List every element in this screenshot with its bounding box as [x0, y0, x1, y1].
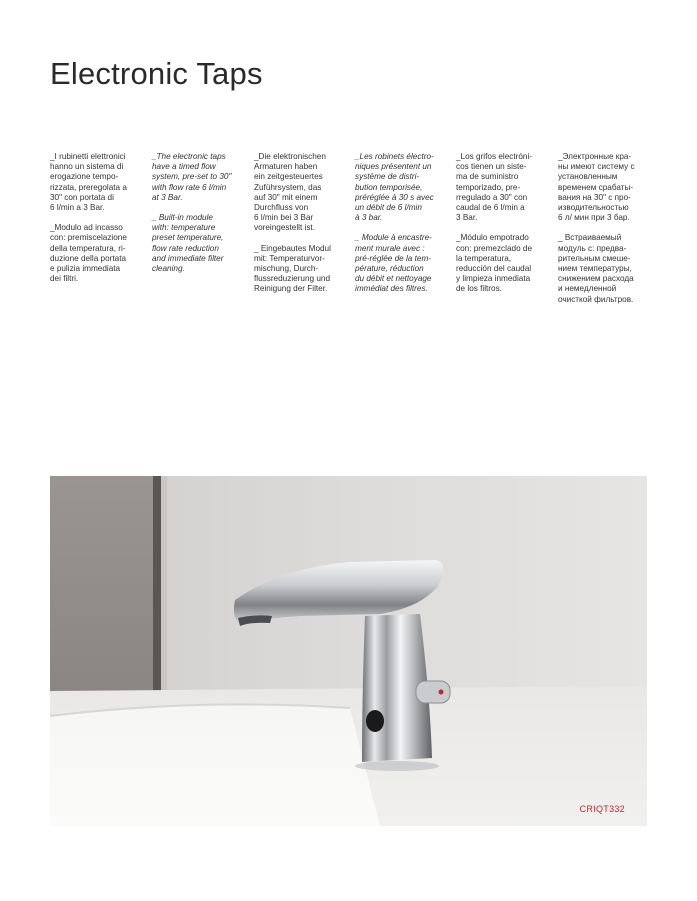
- page-title: Electronic Taps: [50, 56, 263, 91]
- text-column-french: [355, 152, 450, 305]
- paragraph: _Die elektronischen Armaturen haben ein zeitgesteuertes Zuführsystem, das auf 30" mit einem Durchfluss von 6 l/min bei 3 Bar voreingestellt ist.: [254, 152, 326, 233]
- text-column-russian: [558, 152, 653, 315]
- paragraph: _Электронные кра- ны имеют систему с установленным временем срабаты- вания на 30" с про- изводительностью 6 л/ мин при 3 бар.: [558, 152, 635, 223]
- text-column-italian: [50, 152, 145, 294]
- text-column-german: [254, 152, 349, 305]
- paragraph: _I rubinetti elettronici hanno un sistema di erogazione tempo- rizzata, preregolata a 30" con portata di 6 l/min a 3 Bar.: [50, 152, 127, 213]
- paragraph: _ Встраиваемый модуль с: предва- рительным смеше- нием температуры, снижением расхода и немедленной очисткой фильтров.: [558, 233, 634, 304]
- text-column-spanish: [456, 152, 551, 305]
- paragraph: _ Module à encastre- ment murale avec : pré-réglée de la tem- pérature, réduction du débit et nettoyage immédiat des filtres.: [355, 233, 432, 294]
- product-code: CRIQT332: [579, 804, 625, 814]
- text-column-english: [152, 152, 247, 284]
- paragraph: _Les robinets électro- niques présentent un système de distri- bution temporisée, préréglée à 30 s avec un débit de 6 l/min à 3 bar.: [355, 152, 434, 223]
- tap-illustration: [50, 476, 647, 826]
- paragraph: _Módulo empotrado con: premezclado de la temperatura, reducción del caudal y limpieza inmediata de los filtros.: [456, 233, 533, 294]
- paragraph: _Los grifos electróni- cos tienen un siste- ma de suministro temporizado, pre- rregulado a 30" con caudal de 6 l/min a 3 Bar.: [456, 152, 532, 223]
- paragraph: _The electronic taps have a timed flow system, pre-set to 30" with flow rate 6 l/min at 3 Bar.: [152, 152, 232, 202]
- paragraph: _Modulo ad incasso con: premiscelazione della temperatura, ri- duzione della portata e pulizia immediata dei filtri.: [50, 223, 127, 284]
- paragraph: _ Built-in module with: temperature preset temperature, flow rate reduction and immediate filter cleaning.: [152, 213, 224, 274]
- product-photo: [50, 476, 647, 826]
- paragraph: _ Eingebautes Modul mit: Temperaturvor- mischung, Durch- flussreduzierung und Reinigung der Filter.: [254, 243, 331, 294]
